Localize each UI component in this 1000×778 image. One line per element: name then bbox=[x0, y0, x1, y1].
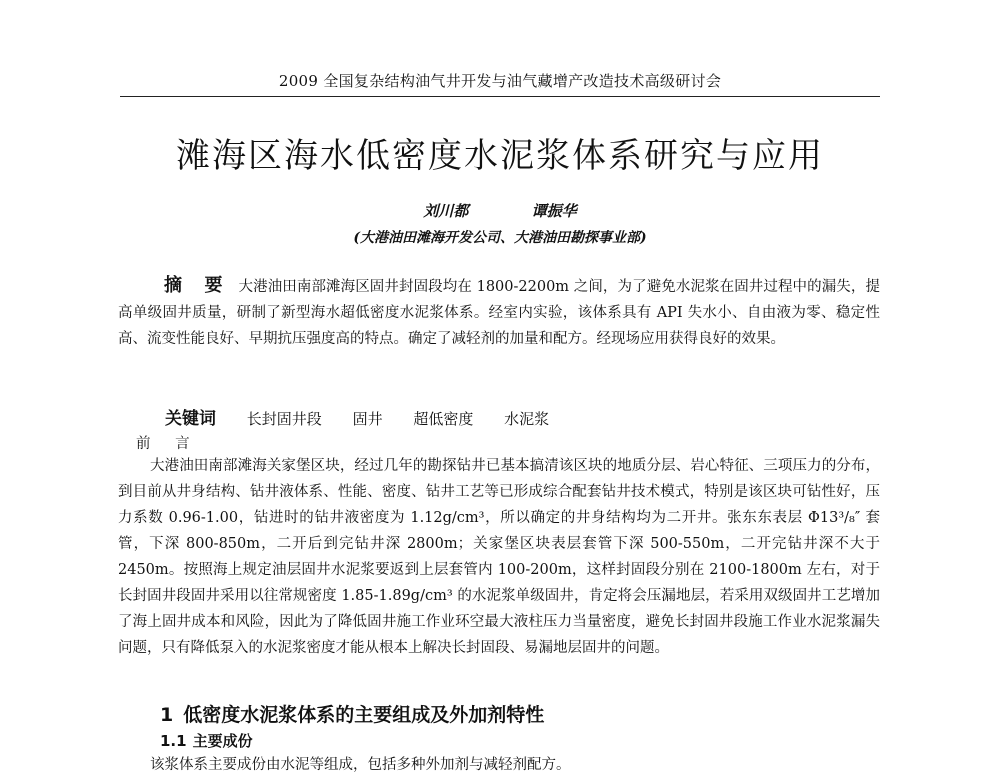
keyword: 固井 bbox=[352, 410, 383, 428]
preface-heading: 前 言 bbox=[136, 436, 200, 452]
section-title: 低密度水泥浆体系的主要组成及外加剂特性 bbox=[183, 704, 545, 726]
keywords bbox=[165, 404, 575, 429]
abstract bbox=[118, 273, 880, 352]
keyword: 超低密度 bbox=[413, 410, 474, 428]
author-name: 刘川都 bbox=[423, 202, 469, 220]
author-list bbox=[200, 200, 800, 221]
subsection-title: 主要成份 bbox=[192, 732, 253, 750]
section-heading bbox=[160, 700, 544, 727]
author-name: 谭振华 bbox=[531, 202, 577, 220]
keyword: 水泥浆 bbox=[504, 410, 550, 428]
paper-title: 滩海区海水低密度水泥浆体系研究与应用 bbox=[176, 136, 824, 176]
keyword: 长封固井段 bbox=[246, 410, 322, 428]
preface-text: 大港油田南部滩海关家堡区块，经过几年的勘探钻井已基本搞清该区块的地质分层、岩心特征、三项压力的分布，到目前从井身结构、钻井液体系、性能、密度、钻井工艺等已形成综合配套钻井技术模式，特别是该区块可钻性好，压力系数 0.96-1.00，钻进时的钻井液密度为 1.12g/cm³，所以确定的井身结构均为二开井。张东东表层 Φ13³/₈″ 套管，下深 800-850m，二开后到完钻井深 2800m；关家堡区块表层套管下深 500-550m，二开完钻井深不大于 2450m。按照海上规定油层固井水泥浆要返到上层套管内 100-200m，这样封固段分别在 2100-1800m 左右，对于长封固井段固井采用以往常规密度 1.85-1.89g/cm³ 的水泥浆单级固井，肯定将会压漏地层，若采用双级固井工艺增加了海上固井成本和风险，因此为了降低固井施工作业环空最大液柱压力当量密度，避免长封固井段施工作业水泥浆漏失问题，只有降低泵入的水泥浆密度才能从根本上解决长封固段、易漏地层固井的问题。 bbox=[118, 458, 880, 656]
subsection-text: 该浆体系主要成份由水泥等组成，包括多种外加剂与减轻剂配方。 bbox=[150, 757, 571, 773]
conference-header: 2009 全国复杂结构油气井开发与油气藏增产改造技术高级研讨会 bbox=[278, 72, 722, 90]
keywords-label: 关键词 bbox=[165, 409, 216, 429]
section-number: 1 bbox=[160, 704, 174, 726]
affiliation: (大港油田滩海开发公司、大港油田勘探事业部) bbox=[353, 230, 647, 246]
abstract-text: 大港油田南部滩海区固井封固段均在 1800-2200m 之间，为了避免水泥浆在固井过程中的漏失，提高单级固井质量，研制了新型海水超低密度水泥浆体系。经室内实验，该体系具有 API 失水小、自由液为零、稳定性高、流变性能良好、早期抗压强度高的特点。确定了减轻剂的加量和配方。经现场应用获得良好的效果。 bbox=[118, 279, 880, 347]
header-rule bbox=[120, 96, 880, 97]
abstract-label: 摘 要 bbox=[164, 275, 231, 296]
subsection-number: 1.1 bbox=[160, 732, 187, 750]
subsection-heading bbox=[160, 730, 253, 751]
